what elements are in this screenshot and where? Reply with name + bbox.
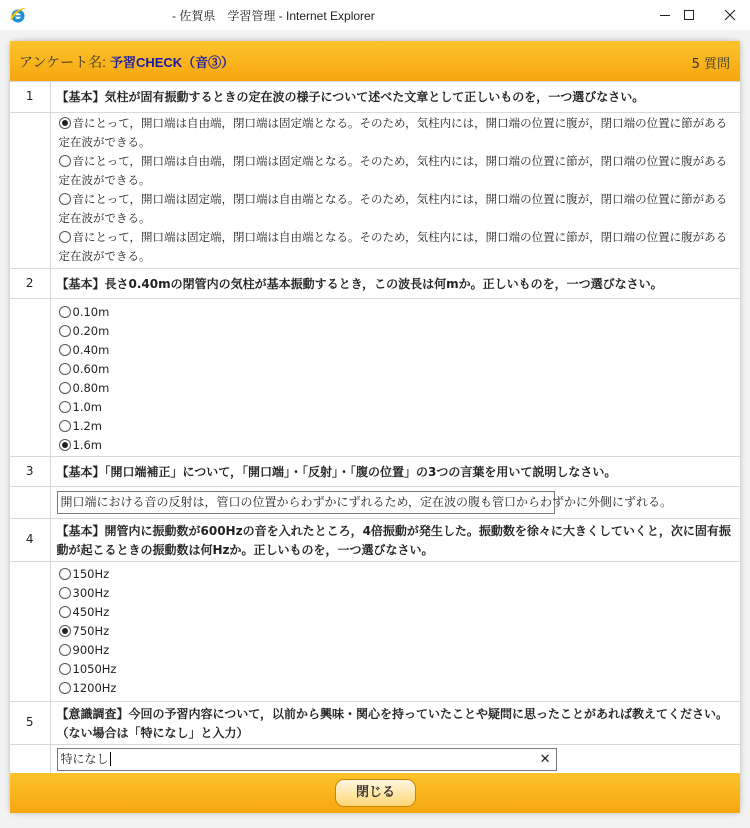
- option-label: 750Hz: [72, 624, 110, 638]
- question-number: 5: [10, 702, 50, 745]
- option-label: 音にとって，開口端は自由端，閉口端は固定端となる。そのため，気柱内には，開口端の位置に節が，閉口端の位置に腹がある定在波ができる。: [58, 154, 728, 187]
- radio-button[interactable]: [59, 663, 71, 675]
- option-label: 0.60m: [72, 362, 110, 376]
- radio-option[interactable]: [51, 379, 741, 398]
- radio-button[interactable]: [59, 382, 71, 394]
- radio-button[interactable]: [59, 401, 71, 413]
- option-label: 音にとって，開口端は固定端，閉口端は自由端となる。そのため，気柱内には，開口端の位置に節が，閉口端の位置に腹がある定在波ができる。: [58, 230, 728, 263]
- window-close-button[interactable]: [710, 0, 750, 30]
- answer-input-value: 特になし: [60, 752, 109, 766]
- answer-row-4: [10, 562, 740, 702]
- question-number: 2: [10, 269, 50, 299]
- radio-button[interactable]: [59, 587, 71, 599]
- question-text: 【基本】長さ0.40mの閉管内の気柱が基本振動するとき，この波長は何mか。正しいものを，一つ選びなさい。: [50, 269, 740, 299]
- radio-button[interactable]: [59, 306, 71, 318]
- option-label: 音にとって，開口端は固定端，閉口端は自由端となる。そのため，気柱内には，開口端の位置に腹が，閉口端の位置に節がある定在波ができる。: [58, 192, 728, 225]
- question-text: 【基本】開管内に振動数が600Hzの音を入れたところ，4倍振動が発生した。振動数を徐々に大きくしていくと，次に固有振動が起こるときの振動数は何Hzか。正しいものを，一つ選びなさい。: [50, 519, 740, 562]
- question-count: 5 質問: [691, 57, 730, 72]
- close-button[interactable]: 閉じる: [335, 779, 416, 807]
- radio-option[interactable]: [51, 303, 741, 322]
- question-number: 1: [10, 82, 50, 113]
- question-number: 3: [10, 457, 50, 487]
- option-label: 音にとって，開口端は自由端，閉口端は固定端となる。そのため，気柱内には，開口端の位置に腹が，閉口端の位置に節がある定在波ができる。: [58, 116, 728, 149]
- radio-option[interactable]: [51, 436, 741, 455]
- radio-option[interactable]: [51, 152, 741, 190]
- question-row-4: [10, 519, 740, 562]
- option-label: 150Hz: [72, 567, 110, 581]
- radio-option[interactable]: [51, 679, 741, 698]
- option-label: 1.0m: [72, 400, 102, 414]
- radio-button[interactable]: [59, 568, 71, 580]
- survey-dialog: [10, 41, 740, 813]
- radio-option[interactable]: [51, 417, 741, 436]
- radio-option[interactable]: [51, 322, 741, 341]
- radio-option[interactable]: [51, 660, 741, 679]
- radio-option[interactable]: [51, 228, 741, 266]
- text-cursor: [110, 752, 111, 766]
- question-number: 4: [10, 519, 50, 562]
- radio-button[interactable]: [59, 231, 71, 243]
- option-label: 0.80m: [72, 381, 110, 395]
- radio-button[interactable]: [59, 363, 71, 375]
- radio-option[interactable]: [51, 622, 741, 641]
- question-row-1: [10, 82, 740, 113]
- number-cell: [10, 562, 50, 702]
- radio-option[interactable]: [51, 398, 741, 417]
- answer-row-2: [10, 299, 740, 457]
- radio-button[interactable]: [59, 606, 71, 618]
- option-label: 0.40m: [72, 343, 110, 357]
- answer-cell: [50, 745, 740, 775]
- option-label: 450Hz: [72, 605, 110, 619]
- option-label: 1050Hz: [72, 662, 117, 676]
- radio-option[interactable]: [51, 341, 741, 360]
- radio-option[interactable]: [51, 641, 741, 660]
- survey-title: [19, 52, 234, 72]
- options-cell: [50, 299, 740, 457]
- dialog-header: [10, 41, 740, 81]
- window-titlebar: [0, 0, 750, 30]
- question-row-3: [10, 457, 740, 487]
- survey-prefix: アンケート名:: [19, 54, 110, 70]
- close-icon[interactable]: ✕: [539, 752, 551, 767]
- question-table: [10, 81, 740, 775]
- answer-row-1: [10, 113, 740, 269]
- option-label: 1.6m: [72, 438, 102, 452]
- number-cell: [10, 487, 50, 519]
- answer-row-5: [10, 745, 740, 775]
- internet-explorer-icon: [9, 6, 27, 24]
- close-icon: [724, 9, 736, 21]
- number-cell: [10, 299, 50, 457]
- radio-button[interactable]: [59, 625, 71, 637]
- options-cell: [50, 113, 740, 269]
- option-label: 300Hz: [72, 586, 110, 600]
- radio-button[interactable]: [59, 682, 71, 694]
- option-label: 0.20m: [72, 324, 110, 338]
- number-cell: [10, 745, 50, 775]
- radio-button[interactable]: [59, 644, 71, 656]
- question-row-5: [10, 702, 740, 745]
- radio-button[interactable]: [59, 325, 71, 337]
- survey-name: 予習CHECK（音③）: [109, 55, 235, 70]
- answer-input[interactable]: [57, 748, 557, 771]
- answer-row-3: [10, 487, 740, 519]
- answer-input[interactable]: 開口端における音の反射は，管口の位置からわずかにずれるため，定在波の腹も管口からわずかに外側にずれる。: [57, 491, 555, 514]
- option-label: 1200Hz: [72, 681, 117, 695]
- radio-button[interactable]: [59, 344, 71, 356]
- dialog-footer: [10, 773, 740, 813]
- radio-button[interactable]: [59, 420, 71, 432]
- question-row-2: [10, 269, 740, 299]
- options-cell: [50, 562, 740, 702]
- radio-button[interactable]: [59, 193, 71, 205]
- radio-option[interactable]: [51, 584, 741, 603]
- radio-option[interactable]: [51, 360, 741, 379]
- option-label: 900Hz: [72, 643, 110, 657]
- radio-option[interactable]: [51, 114, 741, 152]
- radio-button[interactable]: [59, 155, 71, 167]
- maximize-button[interactable]: [666, 0, 712, 30]
- maximize-icon: [683, 9, 695, 21]
- radio-button[interactable]: [59, 117, 71, 129]
- radio-option[interactable]: [51, 190, 741, 228]
- window-title: - 佐賀県 学習管理 - Internet Explorer: [172, 9, 375, 23]
- question-text: 【基本】「開口端補正」について，「開口端」・「反射」・「腹の位置」の3つの言葉を用いて説明しなさい。: [50, 457, 740, 487]
- question-text: 【基本】気柱が固有振動するときの定在波の様子について述べた文章として正しいものを，一つ選びなさい。: [50, 82, 740, 113]
- radio-button[interactable]: [59, 439, 71, 451]
- option-label: 1.2m: [72, 419, 102, 433]
- option-label: 0.10m: [72, 305, 110, 319]
- radio-option[interactable]: [51, 603, 741, 622]
- answer-cell: [50, 487, 740, 519]
- radio-option[interactable]: [51, 565, 741, 584]
- number-cell: [10, 113, 50, 269]
- question-text: 【意識調査】今回の予習内容について，以前から興味・関心を持っていたことや疑問に思ったことがあれば教えてください。（ない場合は「特になし」と入力）: [50, 702, 740, 745]
